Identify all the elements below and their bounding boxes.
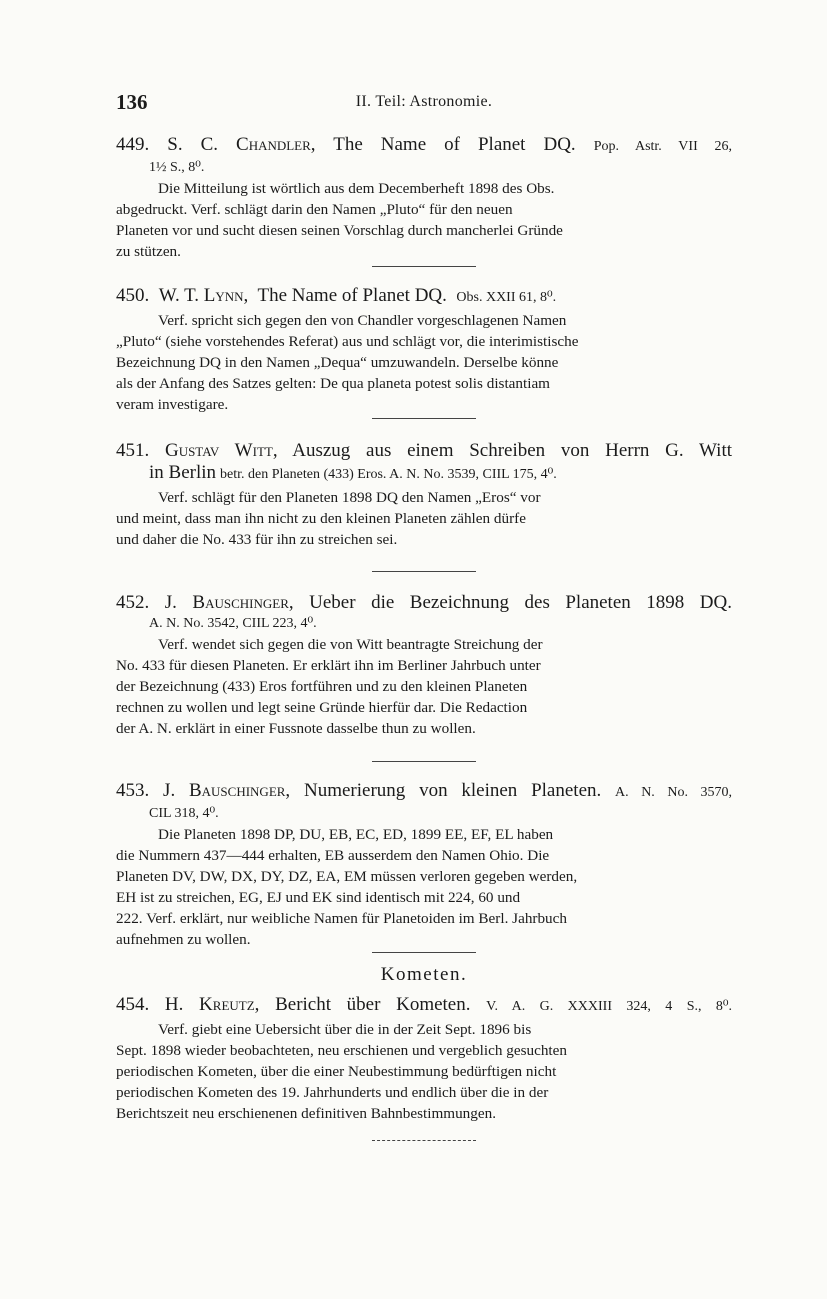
body-line: Verf. giebt eine Uebersicht über die in der Zeit Sept. 1896 bis bbox=[158, 1021, 532, 1038]
entry-body bbox=[116, 1019, 732, 1124]
body-line: Verf. wendet sich gegen die von Witt beantragte Streichung der bbox=[158, 636, 543, 653]
entry-source: betr. den Planeten (433) Eros. A. N. No. 3539, CIIL 175, 4⁰. bbox=[220, 467, 557, 482]
separator-rule bbox=[372, 571, 476, 572]
page-number: 136 bbox=[116, 90, 148, 114]
entry-source: V. A. G. XXXIII 324, 4 S., 8⁰. bbox=[486, 999, 733, 1014]
entry-body bbox=[116, 487, 732, 550]
body-line: periodischen Kometen, über die einer Neubestimmung bedürftigen nicht bbox=[116, 1063, 557, 1080]
entry-title: The Name of Planet DQ. bbox=[333, 134, 576, 155]
entry-heading bbox=[116, 592, 732, 614]
running-title: II. Teil: Astronomie. bbox=[355, 93, 493, 110]
body-line: abgedruckt. Verf. schlägt darin den Namen „Pluto“ für den neuen bbox=[116, 201, 513, 218]
body-line: No. 433 für diesen Planeten. Er erklärt ihn im Berliner Jahrbuch unter bbox=[116, 657, 541, 674]
body-line: und daher die No. 433 für ihn zu streichen sei. bbox=[116, 531, 398, 548]
separator-rule bbox=[372, 952, 476, 953]
body-line: Die Mitteilung ist wörtlich aus dem Decemberheft 1898 des Obs. bbox=[158, 180, 555, 197]
body-line: periodischen Kometen des 19. Jahrhunderts und endlich über die in der bbox=[116, 1084, 549, 1101]
entry-heading bbox=[116, 285, 732, 309]
entry-heading bbox=[116, 134, 732, 158]
body-line: Die Planeten 1898 DP, DU, EB, EC, ED, 1899 EE, EF, EL haben bbox=[158, 826, 554, 843]
body-line: und meint, dass man ihn nicht zu den kleinen Planeten zählen dürfe bbox=[116, 510, 526, 527]
body-line: die Nummern 437—444 erhalten, EB ausserdem den Namen Ohio. Die bbox=[116, 847, 550, 864]
body-line: Verf. spricht sich gegen den von Chandler vorgeschlagenen Namen bbox=[158, 312, 567, 329]
entry-number: 450. bbox=[116, 285, 150, 306]
entry-heading-continuation bbox=[116, 462, 732, 486]
entry-454 bbox=[116, 994, 732, 1124]
body-line: rechnen zu wollen und legt seine Gründe hierfür dar. Die Redaction bbox=[116, 699, 528, 716]
entry-number: 453. bbox=[116, 780, 150, 801]
entry-source-continuation: CIL 318, 4⁰. bbox=[149, 806, 219, 821]
section-heading: Kometen. bbox=[380, 964, 468, 985]
body-line: EH ist zu streichen, EG, EJ und EK sind identisch mit 224, 60 und bbox=[116, 889, 521, 906]
entry-body bbox=[116, 634, 732, 739]
entry-449 bbox=[116, 134, 732, 262]
entry-451 bbox=[116, 440, 732, 550]
separator-rule bbox=[372, 1140, 476, 1141]
entry-heading bbox=[116, 440, 732, 462]
body-line: als der Anfang des Satzes gelten: De qua planeta potest solis distantiam bbox=[116, 375, 550, 392]
body-line: Planeten vor und sucht diesen seinen Vorschlag durch mancherlei Gründe bbox=[116, 222, 563, 239]
entry-title: Auszug aus einem Schreiben von Herrn G. Witt bbox=[292, 440, 732, 461]
separator-rule bbox=[372, 761, 476, 762]
entry-title: The Name of Planet DQ. bbox=[257, 285, 447, 306]
entry-452 bbox=[116, 592, 732, 739]
body-line: 222. Verf. erklärt, nur weibliche Namen für Planetoiden im Berl. Jahrbuch bbox=[116, 910, 567, 927]
entry-body bbox=[116, 824, 732, 950]
entry-450 bbox=[116, 285, 732, 415]
body-line: der Bezeichnung (433) Eros fortführen und zu den kleinen Planeten bbox=[116, 678, 528, 695]
body-line: Berichtszeit neu erschienenen definitiven Bahnbestimmungen. bbox=[116, 1105, 496, 1122]
entry-title: Bericht über Kometen. bbox=[275, 994, 471, 1015]
body-line: der A. N. erklärt in einer Fussnote dasselbe thun zu wollen. bbox=[116, 720, 476, 737]
entry-author: J. Bauschinger, bbox=[163, 780, 291, 801]
entry-body bbox=[116, 310, 732, 415]
entry-453 bbox=[116, 780, 732, 950]
separator-rule bbox=[372, 418, 476, 419]
entry-author: Gustav Witt, bbox=[164, 440, 278, 461]
body-line: „Pluto“ (siehe vorstehendes Referat) aus und schlägt vor, die interimistische bbox=[116, 333, 579, 350]
entry-author: H. Kreutz, bbox=[164, 994, 260, 1015]
entry-number: 452. bbox=[116, 592, 150, 613]
entry-author: W. T. Lynn, bbox=[158, 285, 249, 306]
entry-source-continuation: 1½ S., 8⁰. bbox=[149, 160, 205, 175]
body-line: aufnehmen zu wollen. bbox=[116, 931, 251, 948]
entry-body bbox=[116, 178, 732, 262]
entry-heading bbox=[116, 994, 732, 1018]
body-line: Sept. 1898 wieder beobachteten, neu erschienen und vergeblich gesuchten bbox=[116, 1042, 567, 1059]
entry-source-continuation: A. N. No. 3542, CIIL 223, 4⁰. bbox=[149, 616, 317, 631]
entry-number: 449. bbox=[116, 134, 150, 155]
entry-title-continuation: in Berlin bbox=[149, 462, 217, 483]
entry-title: Numerierung von kleinen Planeten. bbox=[303, 780, 602, 801]
entry-source: Pop. Astr. VII 26, bbox=[593, 139, 732, 154]
entry-author: S. C. Chandler, bbox=[167, 134, 316, 155]
body-line: zu stützen. bbox=[116, 243, 181, 260]
separator-rule bbox=[372, 266, 476, 267]
entry-number: 454. bbox=[116, 994, 150, 1015]
entry-title: Ueber die Bezeichnung des Planeten 1898 DQ. bbox=[309, 592, 732, 613]
page-header bbox=[116, 90, 732, 116]
body-line: Verf. schlägt für den Planeten 1898 DQ den Namen „Eros“ vor bbox=[158, 489, 541, 506]
entry-heading bbox=[116, 780, 732, 804]
body-line: Bezeichnung DQ in den Namen „Dequa“ umzuwandeln. Derselbe könne bbox=[116, 354, 559, 371]
entry-number: 451. bbox=[116, 440, 150, 461]
body-line: Planeten DV, DW, DX, DY, DZ, EA, EM müssen verloren gegeben werden, bbox=[116, 868, 578, 885]
entry-source: A. N. No. 3570, bbox=[615, 785, 732, 800]
entry-author: J. Bauschinger, bbox=[164, 592, 294, 613]
entry-source: Obs. XXII 61, 8⁰. bbox=[456, 290, 557, 305]
body-line: veram investigare. bbox=[116, 396, 229, 413]
